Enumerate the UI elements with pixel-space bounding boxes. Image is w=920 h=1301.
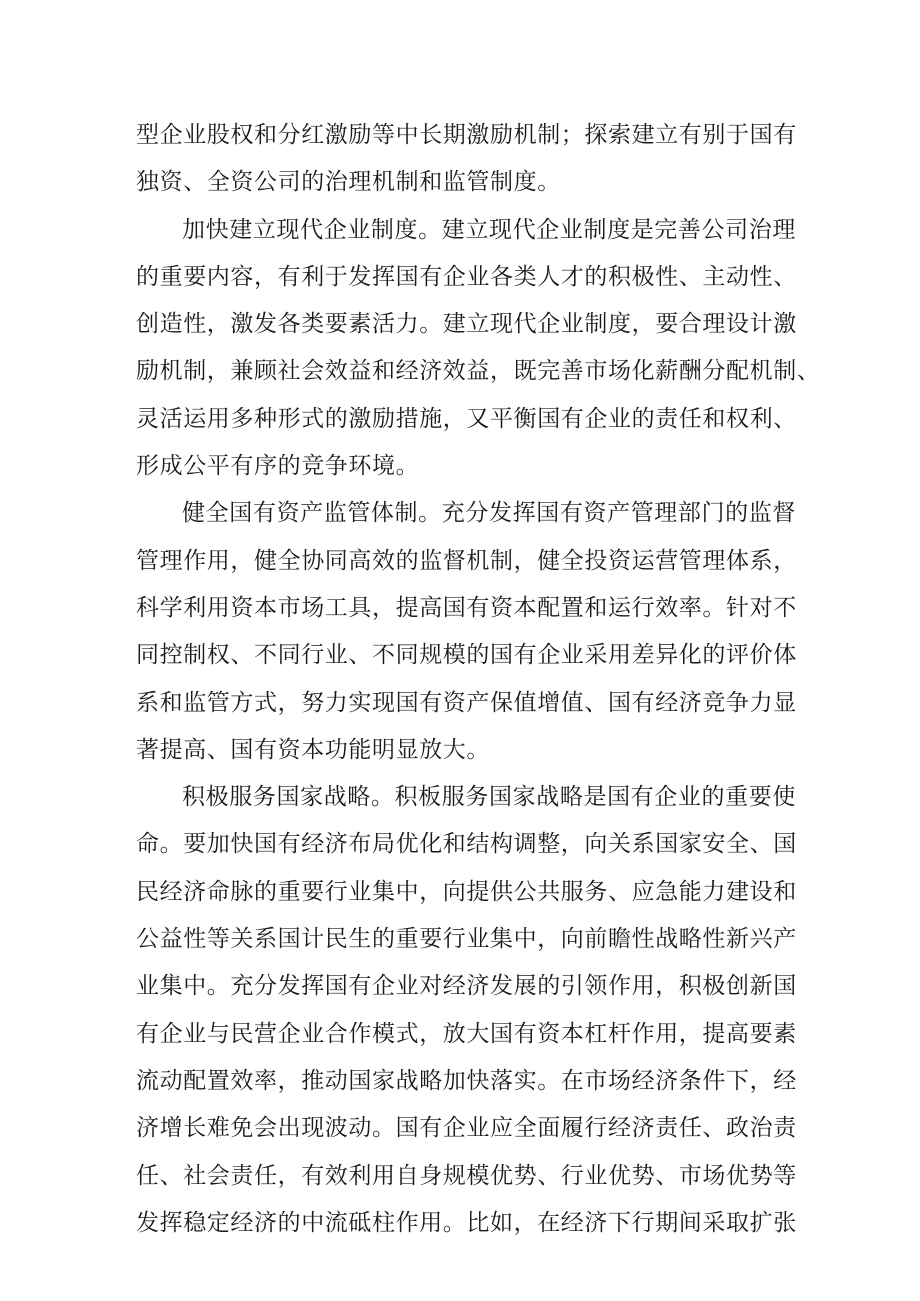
- text-line: 型企业股权和分红激励等中长期激励机制；探索建立有别于国有: [136, 122, 797, 148]
- text-line: 民经济命脉的重要行业集中，向提供公共服务、应急能力建设和: [136, 878, 797, 905]
- text-line: 励机制，兼顾社会效益和经济效益，既完善市场化薪酬分配机制、: [136, 358, 821, 385]
- text-line: 命。要加快国有经济布局优化和结构调整，向关系国家安全、国: [136, 831, 797, 858]
- text-line: 任、社会责任，有效利用自身规模优势、行业优势、市场优势等: [136, 1162, 797, 1189]
- text-line: 公益性等关系国计民生的重要行业集中，向前瞻性战略性新兴产: [136, 926, 797, 953]
- paragraph-1: [136, 112, 796, 207]
- text-line: 积极服务国家战略。积板服务国家战略是国有企业的重要使: [182, 784, 796, 811]
- paragraph-4: [136, 774, 796, 1247]
- paragraph-2: [136, 207, 821, 491]
- text-line: 管理作用，健全协同高效的监督机制，健全投资运营管理体系，: [136, 547, 797, 574]
- document-body: [136, 112, 821, 1247]
- text-line: 灵活运用多种形式的激励措施，又平衡国有企业的责任和权利、: [136, 405, 797, 432]
- text-line: 独资、全资公司的治理机制和监管制度。: [136, 169, 561, 196]
- text-line: 业集中。充分发挥国有企业对经济发展的引领作用，积极创新国: [136, 973, 797, 1000]
- text-line: 的重要内容，有利于发挥国有企业各类人才的积极性、主动性、: [136, 263, 797, 290]
- text-line: 科学利用资本市场工具，提高国有资本配置和运行效率。针对不: [136, 594, 797, 621]
- text-line: 有企业与民营企业合作模式，放大国有资本杠杆作用，提高要素: [136, 1020, 797, 1047]
- text-line: 加快建立现代企业制度。建立现代企业制度是完善公司治理: [182, 216, 796, 243]
- text-line: 同控制权、不同行业、不同规模的国有企业采用差异化的评价体: [136, 642, 797, 669]
- text-line: 系和监管方式，努力实现国有资产保值增值、国有经济竞争力显: [136, 689, 797, 716]
- text-line: 发挥稳定经济的中流砥柱作用。比如，在经济下行期间采取扩张: [136, 1209, 797, 1236]
- text-line: 形成公平有序的竞争环境。: [136, 453, 420, 480]
- text-line: 创造性，激发各类要素活力。建立现代企业制度，要合理设计激: [136, 311, 797, 338]
- text-line: 著提高、国有资本功能明显放大。: [136, 736, 490, 763]
- text-line: 健全国有资产监管体制。充分发挥国有资产管理部门的监督: [182, 500, 796, 527]
- text-line: 济增长难免会出现波动。国有企业应全面履行经济责任、政治责: [136, 1115, 797, 1142]
- text-line: 流动配置效率，推动国家战略加快落实。在市场经济条件下，经: [136, 1067, 797, 1094]
- paragraph-3: [136, 490, 796, 774]
